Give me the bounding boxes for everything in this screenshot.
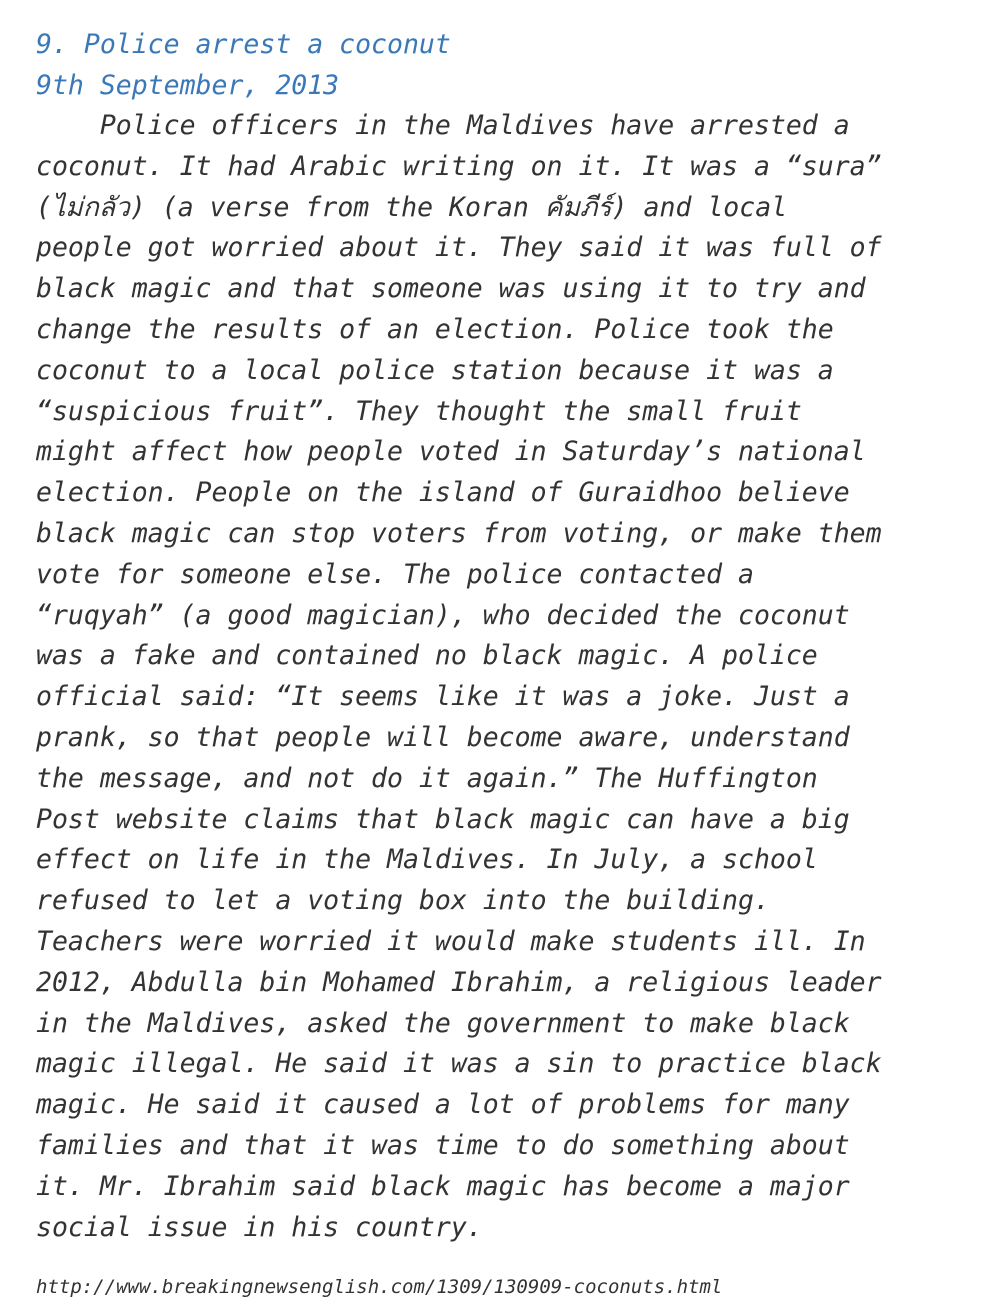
source-url[interactable]: http://www.breakingnewsenglish.com/1309/130909-coconuts.html: [36, 1276, 723, 1298]
article-body-line: refused to let a voting box into the building.: [36, 885, 770, 917]
article-body-line: black magic and that someone was using it to try and: [36, 273, 866, 305]
article-body: [36, 106, 976, 1248]
article-body-line: was a fake and contained no black magic. A police: [36, 640, 818, 672]
article-body-line: Police officers in the Maldives have arrested a: [36, 110, 850, 141]
article-body-line: prank, so that people will become aware, understand: [36, 721, 850, 753]
article-body-line: “ruqyah” (a good magician), who decided the coconut: [36, 599, 850, 631]
article-body-line: vote for someone else. The police contacted a: [36, 558, 754, 590]
article-body-line: effect on life in the Maldives. In July, a school: [36, 844, 818, 876]
article-body-line: “suspicious fruit”. They thought the small fruit: [36, 395, 802, 427]
article-body-line: social issue in his country.: [36, 1211, 483, 1243]
article-body-line: (ไม่กลัว) (a verse from the Koran คัมภีร์) and local: [36, 191, 788, 223]
article-body-line: official said: “It seems like it was a joke. Just a: [36, 681, 850, 713]
article-body-line: Teachers were worried it would make students ill. In: [36, 925, 866, 957]
article-body-line: might affect how people voted in Saturday’s national: [36, 436, 866, 468]
article-body-line: in the Maldives, asked the government to make black: [36, 1007, 850, 1039]
article-body-line: election. People on the island of Guraidhoo believe: [36, 477, 850, 509]
article-body-line: coconut to a local police station because it was a: [36, 354, 834, 386]
article-body-line: change the results of an election. Police took the: [36, 313, 834, 345]
article-page: [36, 24, 976, 1248]
article-body-line: 2012, Abdulla bin Mohamed Ibrahim, a religious leader: [36, 966, 882, 998]
article-title: 9. Police arrest a coconut: [36, 29, 451, 60]
article-body-line: Post website claims that black magic can have a big: [36, 803, 850, 835]
article-body-line: people got worried about it. They said it was full of: [36, 232, 882, 264]
article-body-line: coconut. It had Arabic writing on it. It was a “sura”: [36, 150, 882, 182]
article-body-line: it. Mr. Ibrahim said black magic has become a major: [36, 1170, 850, 1202]
article-body-line: magic illegal. He said it was a sin to practice black: [36, 1048, 882, 1080]
article-body-line: the message, and not do it again.” The Huffington: [36, 762, 818, 794]
article-body-line: black magic can stop voters from voting, or make them: [36, 517, 882, 549]
article-date: 9th September, 2013: [36, 70, 340, 101]
article-body-line: families and that it was time to do something about: [36, 1129, 850, 1161]
article-body-line: magic. He said it caused a lot of problems for many: [36, 1089, 850, 1121]
